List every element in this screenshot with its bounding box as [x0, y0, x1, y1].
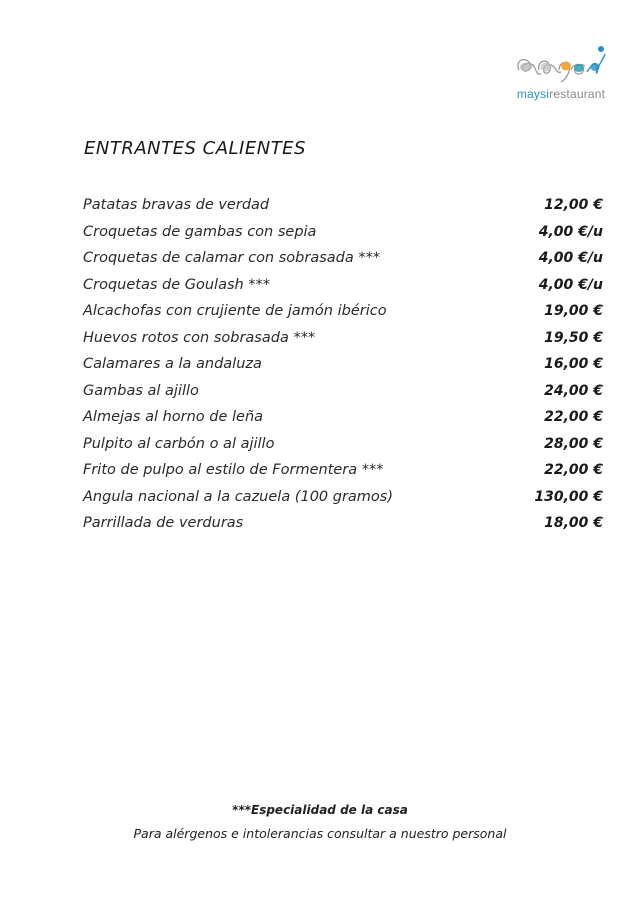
menu-item [83, 298, 603, 325]
logo-wordmark-maysi: maysi [516, 87, 550, 101]
menu-item [83, 219, 603, 246]
menu-item-name: Almejas al horno de leña [83, 409, 264, 425]
menu-item [83, 431, 603, 458]
logo-wordmark [505, 87, 617, 101]
menu-item [83, 192, 603, 219]
menu-item-name: Gambas al ajillo [83, 382, 199, 399]
menu-item-name: Patatas bravas de verdad [83, 197, 270, 213]
menu-item [83, 404, 603, 431]
menu-item-price: 19,50 € [544, 329, 603, 346]
menu-item-price: 4,00 €/u [538, 223, 603, 240]
menu-item-name: Angula nacional a la cazuela (100 gramos) [83, 488, 394, 505]
menu-item-name: Croquetas de gambas con sepia [83, 223, 317, 240]
menu-item-name: Frito de pulpo al estilo de Formentera *** [83, 462, 384, 478]
menu-item-name: Croquetas de calamar con sobrasada *** [83, 250, 381, 266]
menu-item [83, 272, 603, 299]
menu-item-name: Calamares a la andaluza [83, 356, 262, 372]
menu-item [83, 457, 603, 484]
menu-item-name: Huevos rotos con sobrasada *** [83, 329, 316, 346]
menu-item-price: 28,00 € [544, 435, 603, 452]
menu-item-name: Pulpito al carbón o al ajillo [83, 435, 275, 452]
menu-item [83, 325, 603, 352]
allergens-note: Para alérgenos e intolerancias consultar a nuestro personal [133, 826, 507, 841]
menu-item-price: 18,00 € [544, 515, 603, 531]
menu-list [83, 192, 603, 537]
menu-item-price: 22,00 € [544, 462, 603, 478]
menu-item [83, 351, 603, 378]
menu-item-price: 19,00 € [544, 303, 603, 319]
menu-item [83, 510, 603, 537]
menu-item-price: 16,00 € [544, 356, 603, 372]
menu-item-name: Croquetas de Goulash *** [83, 276, 271, 293]
section-title: ENTRANTES CALIENTES [84, 138, 306, 159]
menu-item-price: 130,00 € [534, 488, 603, 505]
menu-item [83, 245, 603, 272]
menu-item-name: Parrillada de verduras [83, 515, 244, 531]
logo-wordmark-restaurant: restaurant [549, 87, 606, 101]
house-specialty-note: ***Especialidad de la casa [232, 803, 408, 817]
menu-item-price: 22,00 € [544, 409, 603, 425]
menu-item [83, 378, 603, 405]
menu-item-price: 4,00 €/u [538, 276, 603, 293]
maysi-logo-mark-icon [513, 40, 609, 84]
restaurant-logo [505, 40, 617, 104]
menu-item-price: 12,00 € [544, 197, 603, 213]
menu-item-name: Alcachofas con crujiente de jamón ibérico [83, 303, 387, 319]
menu-item-price: 24,00 € [544, 382, 603, 399]
menu-item [83, 484, 603, 511]
menu-item-price: 4,00 €/u [538, 250, 603, 266]
